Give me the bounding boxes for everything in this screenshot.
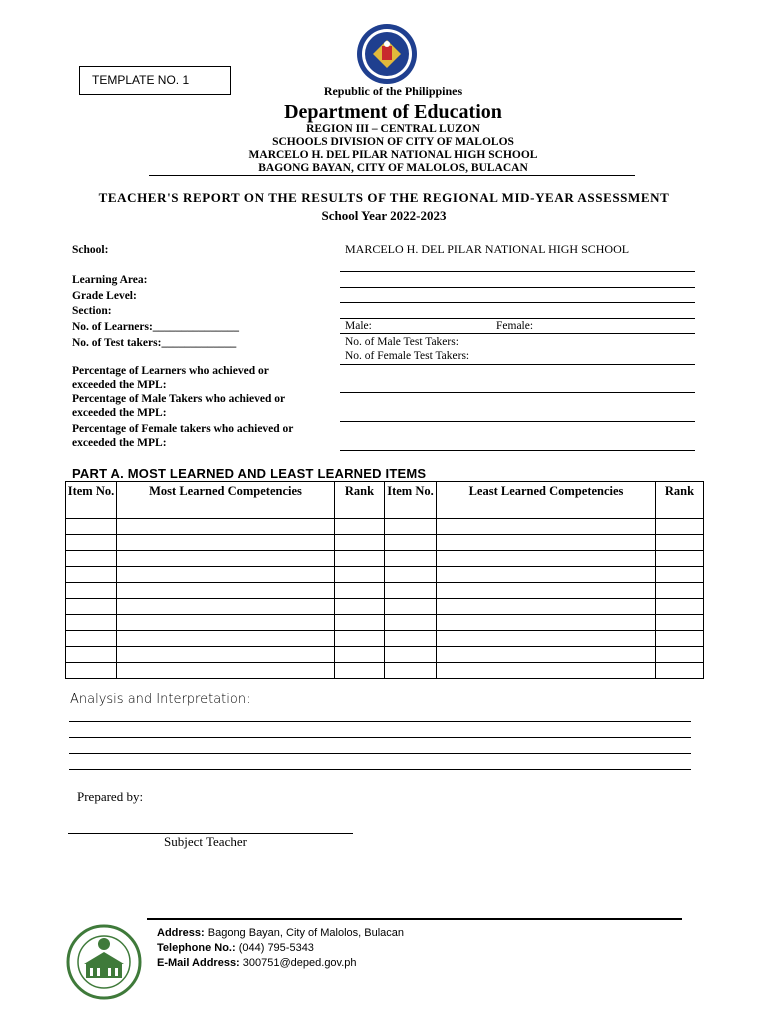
pct-learners-label-1: Percentage of Learners who achieved or (72, 365, 269, 377)
table-cell[interactable] (335, 663, 385, 679)
school-seal-icon (66, 924, 142, 1000)
male-label: Male: (345, 320, 372, 332)
table-cell[interactable] (117, 631, 335, 647)
footer-divider (147, 918, 682, 920)
table-cell[interactable] (437, 551, 656, 567)
deped-seal-icon (348, 22, 426, 86)
table-cell[interactable] (335, 599, 385, 615)
pct-male-line[interactable] (340, 421, 695, 422)
learners-line (340, 333, 695, 334)
table-cell[interactable] (437, 631, 656, 647)
table-cell[interactable] (335, 583, 385, 599)
table-row (66, 615, 704, 631)
table-cell[interactable] (117, 583, 335, 599)
table-cell[interactable] (385, 519, 437, 535)
school-year: School Year 2022-2023 (321, 208, 447, 223)
table-cell[interactable] (117, 567, 335, 583)
table-cell[interactable] (656, 631, 704, 647)
table-cell[interactable] (437, 615, 656, 631)
section-label: Section: (72, 305, 112, 317)
footer-address (157, 927, 404, 939)
table-cell[interactable] (335, 567, 385, 583)
division-heading: SCHOOLS DIVISION OF CITY OF MALOLOS (272, 136, 514, 148)
male-takers-label: No. of Male Test Takers: (345, 336, 459, 348)
learning-area-label: Learning Area: (72, 274, 148, 286)
table-row (66, 599, 704, 615)
table-cell[interactable] (656, 551, 704, 567)
table-cell[interactable] (117, 663, 335, 679)
table-cell[interactable] (385, 647, 437, 663)
table-cell[interactable] (656, 647, 704, 663)
table-cell[interactable] (117, 647, 335, 663)
table-cell[interactable] (437, 535, 656, 551)
table-row (66, 535, 704, 551)
table-cell[interactable] (385, 535, 437, 551)
table-cell[interactable] (385, 663, 437, 679)
table-cell[interactable] (656, 599, 704, 615)
grade-level-label: Grade Level: (72, 290, 137, 302)
table-cell[interactable] (66, 631, 117, 647)
template-label: TEMPLATE NO. 1 (79, 66, 231, 95)
telephone-value: (044) 795-5343 (238, 942, 314, 954)
table-cell[interactable] (66, 519, 117, 535)
pct-male-label-1: Percentage of Male Takers who achieved or (72, 393, 286, 405)
table-cell[interactable] (437, 599, 656, 615)
items-table (65, 481, 704, 679)
table-cell[interactable] (117, 535, 335, 551)
table-cell[interactable] (656, 663, 704, 679)
table-cell[interactable] (385, 551, 437, 567)
pct-learners-line[interactable] (340, 392, 695, 393)
table-cell[interactable] (656, 535, 704, 551)
table-cell[interactable] (66, 535, 117, 551)
table-cell[interactable] (335, 535, 385, 551)
col-least-learned: Least Learned Competencies (437, 482, 656, 519)
table-cell[interactable] (437, 567, 656, 583)
table-cell[interactable] (385, 599, 437, 615)
analysis-line[interactable] (69, 721, 691, 722)
table-cell[interactable] (66, 583, 117, 599)
analysis-line[interactable] (69, 737, 691, 738)
table-row (66, 567, 704, 583)
table-cell[interactable] (385, 567, 437, 583)
republic-heading: Republic of the Philippines (323, 84, 463, 98)
pct-female-label-2: exceeded the MPL: (72, 437, 167, 449)
no-test-takers-label: No. of Test takers:_____________ (72, 337, 237, 349)
table-cell[interactable] (117, 599, 335, 615)
fill-line (340, 271, 695, 272)
table-cell[interactable] (335, 551, 385, 567)
table-cell[interactable] (437, 663, 656, 679)
telephone-label: Telephone No.: (157, 942, 236, 954)
analysis-label: Analysis and Interpretation: (70, 692, 251, 707)
table-cell[interactable] (66, 663, 117, 679)
email-label: E-Mail Address: (157, 957, 240, 969)
learning-area-line[interactable] (340, 287, 695, 288)
address-value: Bagong Bayan, City of Malolos, Bulacan (207, 927, 405, 939)
school-label: School: (72, 244, 109, 256)
footer-telephone (157, 942, 314, 954)
col-rank-2: Rank (656, 482, 704, 519)
table-cell[interactable] (335, 519, 385, 535)
address-label: Address: (157, 927, 205, 939)
table-cell[interactable] (437, 519, 656, 535)
analysis-line[interactable] (69, 769, 691, 770)
pct-female-label-1: Percentage of Female takers who achieved or (72, 423, 294, 435)
department-heading: Department of Education (284, 101, 502, 123)
table-cell[interactable] (117, 551, 335, 567)
pct-learners-label-2: exceeded the MPL: (72, 379, 167, 391)
col-item-no-2: Item No. (385, 482, 437, 519)
footer-email (157, 957, 357, 969)
table-row (66, 631, 704, 647)
table-cell[interactable] (385, 615, 437, 631)
region-heading: REGION III – CENTRAL LUZON (306, 123, 480, 135)
pct-male-label-2: exceeded the MPL: (72, 407, 167, 419)
table-row (66, 647, 704, 663)
table-cell[interactable] (437, 647, 656, 663)
table-cell[interactable] (66, 647, 117, 663)
school-value: MARCELO H. DEL PILAR NATIONAL HIGH SCHOOL (345, 242, 630, 256)
table-cell[interactable] (656, 615, 704, 631)
table-row (66, 663, 704, 679)
table-cell[interactable] (385, 631, 437, 647)
school-heading: MARCELO H. DEL PILAR NATIONAL HIGH SCHOOL (248, 149, 538, 161)
female-takers-label: No. of Female Test Takers: (345, 350, 470, 362)
table-header-row (66, 482, 704, 519)
table-cell[interactable] (335, 647, 385, 663)
table-cell[interactable] (385, 583, 437, 599)
table-cell[interactable] (117, 519, 335, 535)
section-line[interactable] (340, 318, 695, 319)
female-label: Female: (496, 320, 534, 332)
prepared-by-label: Prepared by: (77, 789, 144, 804)
address-heading: BAGONG BAYAN, CITY OF MALOLOS, BULACAN (258, 162, 528, 174)
no-learners-label: No. of Learners:_______________ (72, 321, 240, 333)
analysis-line[interactable] (69, 753, 691, 754)
table-cell[interactable] (335, 631, 385, 647)
table-cell[interactable] (66, 567, 117, 583)
table-cell[interactable] (66, 599, 117, 615)
table-cell[interactable] (656, 519, 704, 535)
table-cell[interactable] (117, 615, 335, 631)
col-item-no: Item No. (66, 482, 117, 519)
pct-female-line[interactable] (340, 450, 695, 451)
table-cell[interactable] (66, 615, 117, 631)
table-cell[interactable] (656, 567, 704, 583)
table-cell[interactable] (335, 615, 385, 631)
report-title: TEACHER'S REPORT ON THE RESULTS OF THE REGIONAL MID-YEAR ASSESSMENT (98, 190, 670, 205)
email-value[interactable]: 300751@deped.gov.ph (242, 957, 357, 969)
table-row (66, 583, 704, 599)
table-row (66, 551, 704, 567)
takers-line (340, 364, 695, 365)
table-row (66, 519, 704, 535)
header-divider (149, 175, 635, 176)
part-a-title: PART A. MOST LEARNED AND LEAST LEARNED ITEMS (72, 466, 427, 481)
table-cell[interactable] (66, 551, 117, 567)
subject-teacher-label: Subject Teacher (164, 834, 247, 849)
col-rank: Rank (335, 482, 385, 519)
table-cell[interactable] (656, 583, 704, 599)
col-most-learned: Most Learned Competencies (117, 482, 335, 519)
table-cell[interactable] (437, 583, 656, 599)
grade-level-line[interactable] (340, 302, 695, 303)
